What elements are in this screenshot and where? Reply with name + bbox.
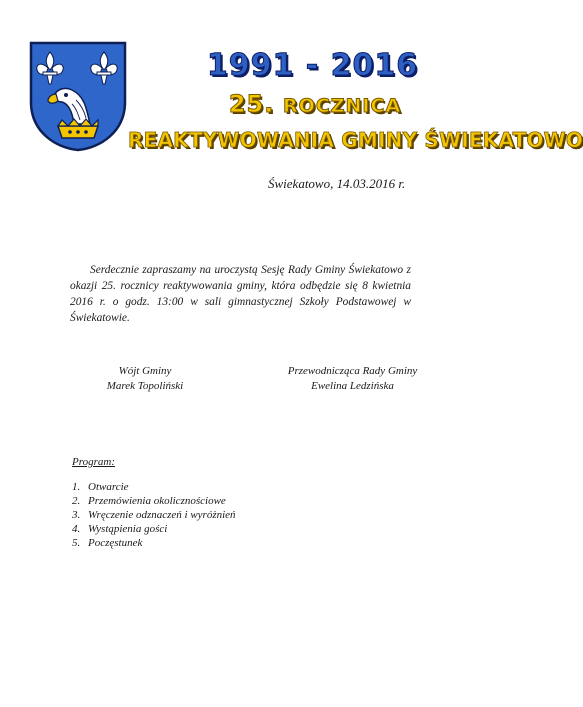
signature-role: Wójt Gminy bbox=[118, 365, 172, 377]
signature-council-chair bbox=[280, 364, 425, 394]
list-item: 2. Przemówienia okolicznościowe bbox=[72, 495, 226, 507]
anniversary-heading bbox=[195, 90, 435, 118]
coat-of-arms bbox=[28, 40, 128, 152]
anniversary-years: 1991 - 2016 bbox=[206, 48, 419, 83]
program-heading: Program: bbox=[72, 456, 115, 468]
invitation-text: Serdecznie zapraszamy na uroczystą Sesję Rady Gminy Świekatowo z okazji 25. rocznicy reaktywowania gminy, która odbędzie się 8 kwietnia 2016 r. o godz. 13:00 w sali gimnastycznej Szkoły Podstawowej w Świekatowie. bbox=[70, 264, 411, 325]
list-item: 3. Wręczenie odznaczeń i wyróżnień bbox=[72, 509, 236, 521]
signature-name: Marek Topoliński bbox=[106, 380, 184, 392]
reactivation-heading: REAKTYWOWANIA GMINY ŚWIEKATOWO bbox=[128, 128, 583, 152]
signature-name: Ewelina Ledzińska bbox=[311, 380, 394, 392]
signature-mayor bbox=[96, 364, 194, 394]
list-item: 1. Otwarcie bbox=[72, 481, 129, 493]
anniversary-word: ROCZNICA bbox=[283, 95, 402, 117]
program-list bbox=[72, 480, 236, 550]
anniversary-number: 25. bbox=[228, 90, 275, 118]
list-item: 4. Wystąpienia gości bbox=[72, 523, 168, 535]
place-date: Świekatowo, 14.03.2016 r. bbox=[268, 176, 406, 191]
list-item: 5. Poczęstunek bbox=[72, 537, 143, 549]
signature-role: Przewodnicząca Rady Gminy bbox=[287, 365, 418, 377]
